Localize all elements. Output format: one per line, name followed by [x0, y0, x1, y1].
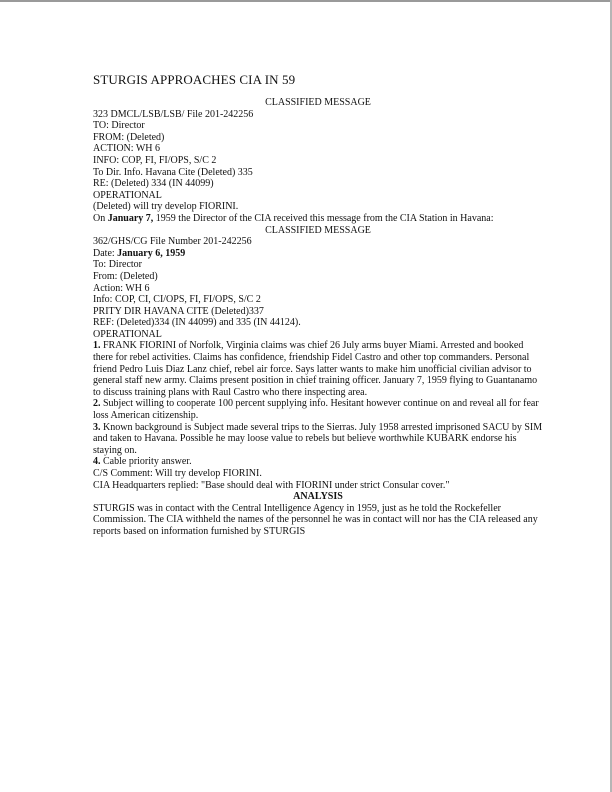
item-4 — [93, 456, 543, 468]
item-2 — [93, 398, 543, 421]
cs-comment: C/S Comment: Will try develop FIORINI. — [93, 468, 262, 479]
scan-edge-top — [0, 0, 612, 2]
msg2-date — [93, 248, 543, 260]
analysis-header: ANALYSIS — [293, 491, 343, 503]
hq-reply: CIA Headquarters replied: "Base should deal with FIORINI under strict Consular cover." — [93, 479, 450, 491]
document-body — [93, 97, 543, 538]
msg1-develop: (Deleted) will try develop FIORINI. — [93, 201, 239, 213]
msg2-date-value: January 6, 1959 — [117, 247, 186, 259]
intro-paragraph — [93, 213, 543, 225]
msg2-date-label: Date: — [93, 247, 118, 259]
intro-post: 1959 the Director of the CIA received this message from the CIA Station in Havana: — [153, 212, 494, 224]
msg1-from: FROM: (Deleted) — [93, 131, 165, 143]
classified-header-2: CLASSIFIED MESSAGE — [265, 224, 371, 236]
msg2-from: From: (Deleted) — [93, 270, 158, 282]
msg1-to-dir: To Dir. Info. Havana Cite (Deleted) 335 — [93, 166, 253, 178]
analysis-text: STURGIS was in contact with the Central Intelligence Agency in 1959, just as he told the Rockefeller Commission. The CIA withheld the names of the personnel he was in contact will nor has the CIA released any reports based on information furnished by STURGIS — [93, 502, 538, 537]
page-title: STURGIS APPROACHES CIA IN 59 — [93, 72, 296, 87]
item-4-number: 4. — [93, 456, 101, 468]
msg2-ref: REF: (Deleted)334 (IN 44099) and 335 (IN 44124). — [93, 317, 301, 329]
item-1 — [93, 340, 543, 398]
item-3 — [93, 422, 543, 457]
msg1-to: TO: Director — [93, 120, 145, 132]
item-3-text: Known background is Subject made several trips to the Sierras. July 1958 arrested imprisoned SACU by SIM and taken to Havana. Possible he may loose value to rebels but believe worthwhile KUBARK endorse his staying on. — [93, 421, 543, 456]
item-3-number: 3. — [93, 421, 101, 433]
msg2-operational: OPERATIONAL — [93, 328, 162, 340]
item-2-number: 2. — [93, 398, 101, 410]
msg2-action: Action: WH 6 — [93, 282, 150, 294]
classified-header-1: CLASSIFIED MESSAGE — [265, 97, 371, 108]
intro-pre: On — [93, 212, 108, 224]
item-1-text: FRANK FIORINI of Norfolk, Virginia claims was chief 26 July arms buyer Miami. Arrested and booked there for rebel activities. Claims has confidence, friendship Fidel Castro and other top commanders. Personal friend Pedro Luis Diaz Lanz chief, rebel air force. Says latter wants to make him unofficial civilian advisor to general staff new army. Claims present position in chief training officer. January 7, 1959 flying to Guantanamo to discuss training plans with Raul Castro who there inspecting area. — [93, 340, 538, 398]
msg2-prity: PRITY DIR HAVANA CITE (Deleted)337 — [93, 305, 264, 317]
msg2-info: Info: COP, CI, CI/OPS, FI, FI/OPS, S/C 2 — [93, 294, 261, 306]
intro-date: January 7, — [107, 212, 154, 224]
item-2-text: Subject willing to cooperate 100 percent supplying info. Hesitant however continue on and reveal all for fear loss American citizenship. — [93, 398, 539, 422]
msg1-file: 323 DMCL/LSB/LSB/ File 201-242256 — [93, 108, 254, 120]
msg2-to: To: Director — [93, 259, 143, 271]
msg1-re: RE: (Deleted) 334 (IN 44099) — [93, 178, 214, 190]
msg1-operational: OPERATIONAL — [93, 189, 162, 201]
msg1-action: ACTION: WH 6 — [93, 143, 161, 155]
msg1-info: INFO: COP, FI, FI/OPS, S/C 2 — [93, 154, 217, 166]
msg2-file: 362/GHS/CG File Number 201-242256 — [93, 236, 252, 248]
item-4-text: Cable priority answer. — [100, 456, 192, 468]
item-1-number: 1. — [93, 340, 101, 352]
